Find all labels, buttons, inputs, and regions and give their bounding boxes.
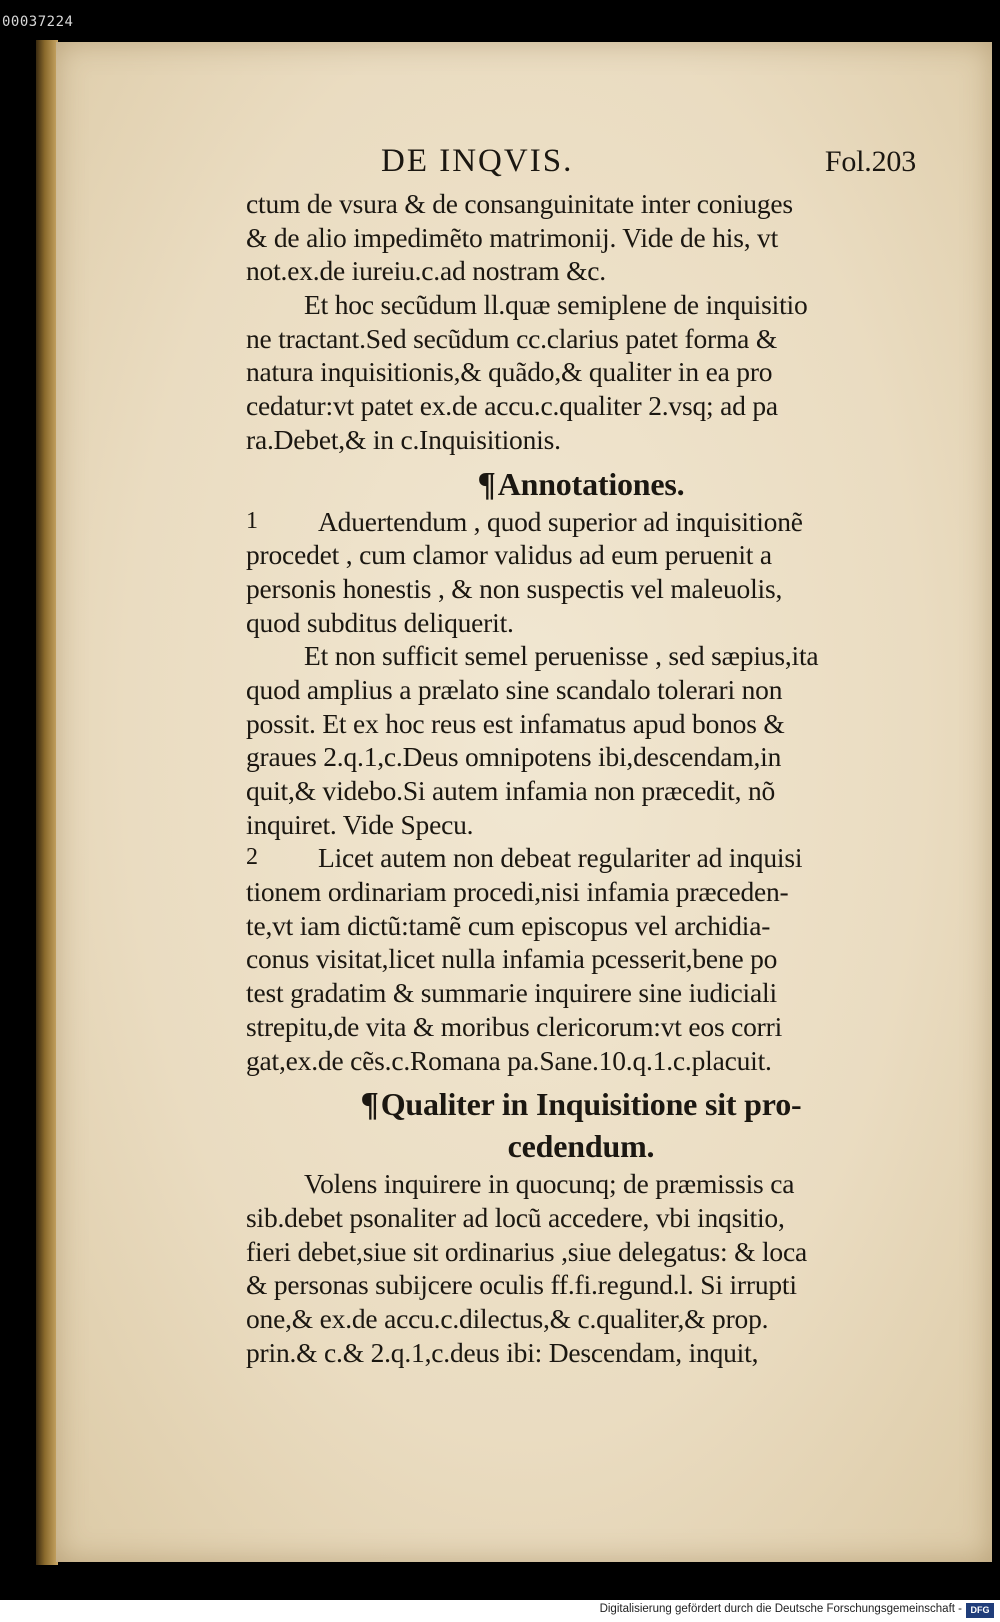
text-line: cedatur:vt patet ex.de accu.c.qualiter 2.vsq; ad pa — [246, 390, 778, 422]
scan-id-label: 00037224 — [2, 14, 74, 30]
text-line: one,& ex.de accu.c.dilectus,& c.qualiter,& prop. — [246, 1302, 769, 1334]
text-line: Volens inquirere in quocunq; de præmissis ca — [304, 1168, 795, 1200]
section-heading-qualiter — [246, 1083, 916, 1125]
section-heading-continued: cedendum. — [507, 1128, 655, 1165]
heading-text: Annotationes. — [497, 465, 685, 502]
text-line: not.ex.de iureiu.c.ad nostram &c. — [246, 255, 606, 287]
note-number: 2 — [246, 844, 258, 871]
text-line: ne tractant.Sed secũdum cc.clarius patet forma & — [246, 322, 778, 354]
pilcrow-icon: ¶ — [477, 465, 496, 503]
text-line: tionem ordinariam procedi,nisi infamia præceden- — [246, 876, 789, 908]
text-line: personis honestis , & non suspectis vel maleuolis, — [246, 572, 783, 604]
running-head: DE INQVIS. — [381, 143, 574, 179]
text-line: prin.& c.& 2.q.1,c.deus ibi: Descendam, inquit, — [246, 1336, 759, 1368]
text-line: quod amplius a prælato sine scandalo tolerari non — [246, 673, 783, 705]
text-line: Et non sufficit semel peruenisse , sed sæpius,ita — [304, 640, 819, 672]
text-line: Et hoc secũdum ll.quæ semiplene de inquisitio — [304, 289, 808, 321]
text-line: procedet , cum clamor validus ad eum peruenit a — [246, 539, 772, 571]
book-page — [56, 42, 992, 1562]
text-line: & de alio impedimẽto matrimonij. Vide de his, vt — [246, 221, 779, 253]
text-line: quod subditus deliquerit. — [246, 606, 514, 638]
section-heading-annotationes — [246, 463, 916, 505]
text-line: & personas subijcere oculis ff.fi.regund.l. Si irrupti — [246, 1269, 797, 1301]
digitization-footer — [0, 1600, 1000, 1622]
book-spine — [36, 40, 58, 1565]
text-line: fieri debet,siue sit ordinarius ,siue delegatus: & loca — [246, 1235, 807, 1267]
text-line: test gradatim & summarie inquirere sine iudiciali — [246, 977, 777, 1009]
text-line: ra.Debet,& in c.Inquisitionis. — [246, 423, 561, 455]
text-line: te,vt iam dictũ:tamẽ cum episcopus vel archidia- — [246, 909, 771, 941]
page-header — [246, 137, 916, 187]
note-number: 1 — [246, 507, 258, 534]
text-line: strepitu,de vita & moribus clericorum:vt eos corri — [246, 1010, 783, 1042]
text-line: inquiret. Vide Specu. — [246, 808, 474, 840]
note-text: Aduertendum , quod superior ad inquisitionẽ — [318, 505, 803, 537]
note-text: Licet autem non debeat regulariter ad inquisi — [318, 842, 803, 874]
text-line: sib.debet psonaliter ad locũ accedere, vbi inqsitio, — [246, 1201, 785, 1233]
text-line: graues 2.q.1,c.Deus omnipotens ibi,descendam,in — [246, 741, 782, 773]
folio-number: Fol.203 — [824, 145, 916, 178]
text-line: natura inquisitionis,& quãdo,& qualiter in ea pro — [246, 356, 773, 388]
page-text — [246, 137, 916, 1369]
text-line — [246, 505, 916, 539]
text-line: gat,ex.de cẽs.c.Romana pa.Sane.10.q.1.c.placuit. — [246, 1044, 772, 1076]
text-line — [246, 841, 916, 875]
text-line: conus visitat,licet nulla infamia pcesserit,bene po — [246, 943, 778, 975]
text-line: possit. Et ex hoc reus est infamatus apud bonos & — [246, 707, 785, 739]
pilcrow-icon: ¶ — [360, 1086, 379, 1124]
dfg-logo: DFG — [966, 1603, 994, 1618]
funding-credit: Digitalisierung gefördert durch die Deutsche Forschungsgemeinschaft - — [599, 1603, 962, 1615]
text-line: quit,& videbo.Si autem infamia non præcedit, nõ — [246, 775, 776, 806]
text-line: ctum de vsura & de consanguinitate inter coniuges — [246, 188, 793, 219]
heading-text: Qualiter in Inquisitione sit pro- — [380, 1086, 802, 1123]
